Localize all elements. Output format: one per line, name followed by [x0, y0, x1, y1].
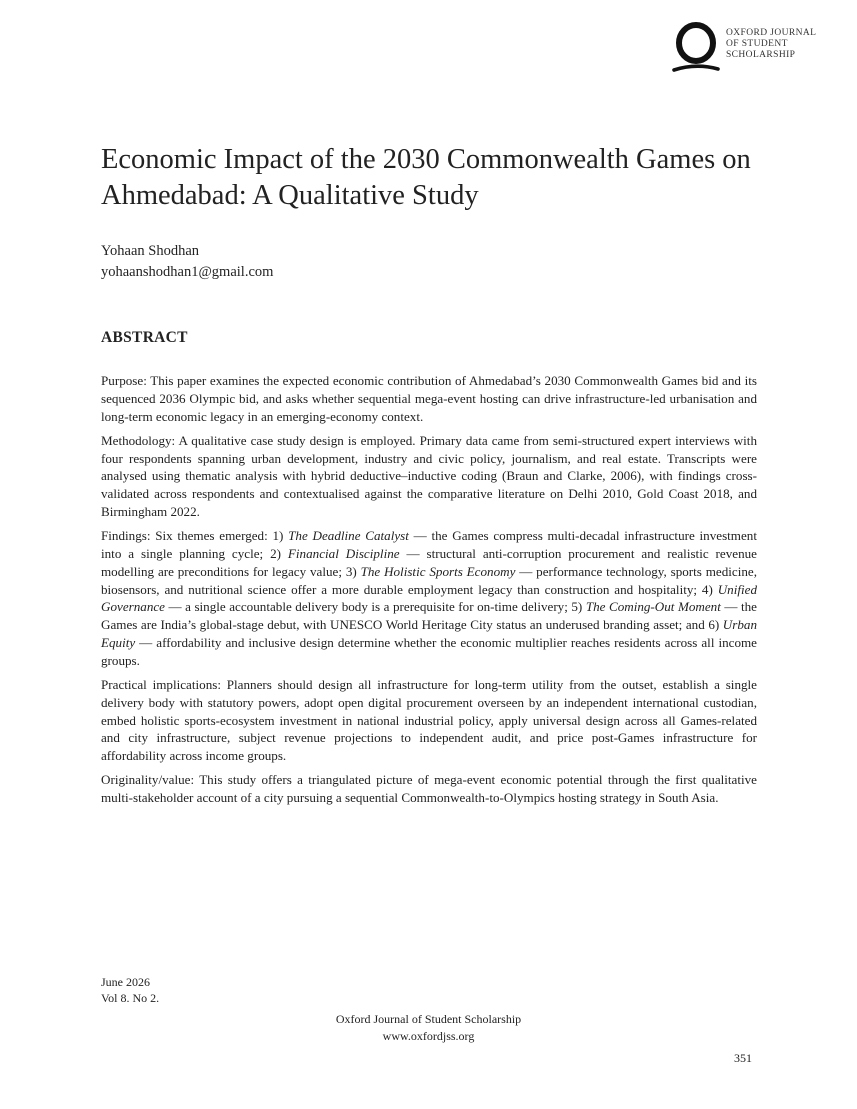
theme-description: — a single accountable delivery body is a prerequisite for on-time delivery; 5) [165, 599, 586, 615]
abstract-originality: Originality/value: This study offers a triangulated picture of mega-event economic potential through the first qualitative multi-stakeholder account of a city pursuing a sequential Commonwealth-to-Olympics hosting strategy in South Asia. [101, 772, 757, 806]
theme-description: — performance technology, sports medicine, biosensors, and nutritional science offer a more durable employment legacy than construction and hospitality; 4) [101, 563, 757, 597]
theme-description: — affordability and inclusive design determine whether the economic multiplier reaches residents across all income groups. [101, 634, 757, 668]
logo-line: OF STUDENT [726, 39, 788, 49]
author-name: Yohaan Shodhan [101, 243, 200, 259]
theme-title: The Coming-Out Moment [585, 599, 721, 615]
footer-url: www.oxfordjss.org [382, 1029, 475, 1043]
issue-volume: Vol 8. No 2. [101, 991, 160, 1005]
abstract-heading: ABSTRACT [101, 329, 188, 346]
abstract-findings [101, 527, 757, 669]
oxford-journal-logo-icon [672, 22, 720, 74]
theme-description: — structural anti-corruption procurement and realistic revenue modelling are preconditions for legacy value; 3) [101, 545, 757, 579]
issue-date: June 2026 [101, 975, 150, 989]
abstract-body [101, 372, 757, 813]
page-number: 351 [734, 1051, 752, 1065]
findings-intro: Findings: Six themes emerged: 1) [101, 528, 289, 544]
logo-line: SCHOLARSHIP [726, 50, 796, 60]
theme-description: — the Games compress multi-decadal infrastructure investment into a single planning cycle; 2) [101, 528, 757, 561]
footer-journal-name: Oxford Journal of Student Scholarship [335, 1012, 522, 1026]
theme-title: Unified Governance [101, 581, 757, 615]
journal-logo-text [726, 28, 816, 61]
abstract-purpose: Purpose: This paper examines the expected economic contribution of Ahmedabad’s 2030 Commonwealth Games bid and its sequenced 2036 Olympic bid, and asks whether sequential mega-event hosting can drive infrastructure-led urbanisation and long-term economic legacy in an emerging-economy context. [101, 373, 757, 424]
journal-logo [672, 22, 832, 74]
paper-title: Economic Impact of the 2030 Commonwealth Games on Ahmedabad: A Qualitative Study [101, 144, 751, 211]
abstract-methodology: Methodology: A qualitative case study design is employed. Primary data came from semi-structured expert interviews with four respondents spanning urban development, industry and civic policy, journalism, and real estate. Transcripts were analysed using thematic analysis with hybrid deductive–inductive coding (Braun and Clarke, 2006), with findings cross-validated across respondents and contextualised against the comparative literature on Delhi 2010, Gold Coast 2018, and Birmingham 2022. [101, 432, 757, 519]
theme-title: Financial Discipline [287, 545, 400, 561]
theme-title: Urban Equity [101, 617, 757, 650]
abstract-implications: Practical implications: Planners should design all infrastructure for long-term utility from the outset, establish a single delivery body with statutory powers, adopt open digital procurement overseen by an independent international custodian, embed holistic sports-ecosystem investment in national industrial policy, apply universal design across all Games-related and city infrastructure, subject revenue projections to independent audit, and price post-Games infrastructure for affordability across income groups. [101, 676, 757, 764]
author-email: yohaanshodhan1@gmail.com [101, 264, 274, 280]
theme-description: — the Games are India’s global-stage debut, with UNESCO World Heritage City status an underused branding asset; and 6) [101, 599, 757, 633]
logo-line: OXFORD JOURNAL [726, 28, 817, 38]
theme-title: The Deadline Catalyst [288, 528, 409, 544]
theme-title: The Holistic Sports Economy [360, 563, 516, 579]
